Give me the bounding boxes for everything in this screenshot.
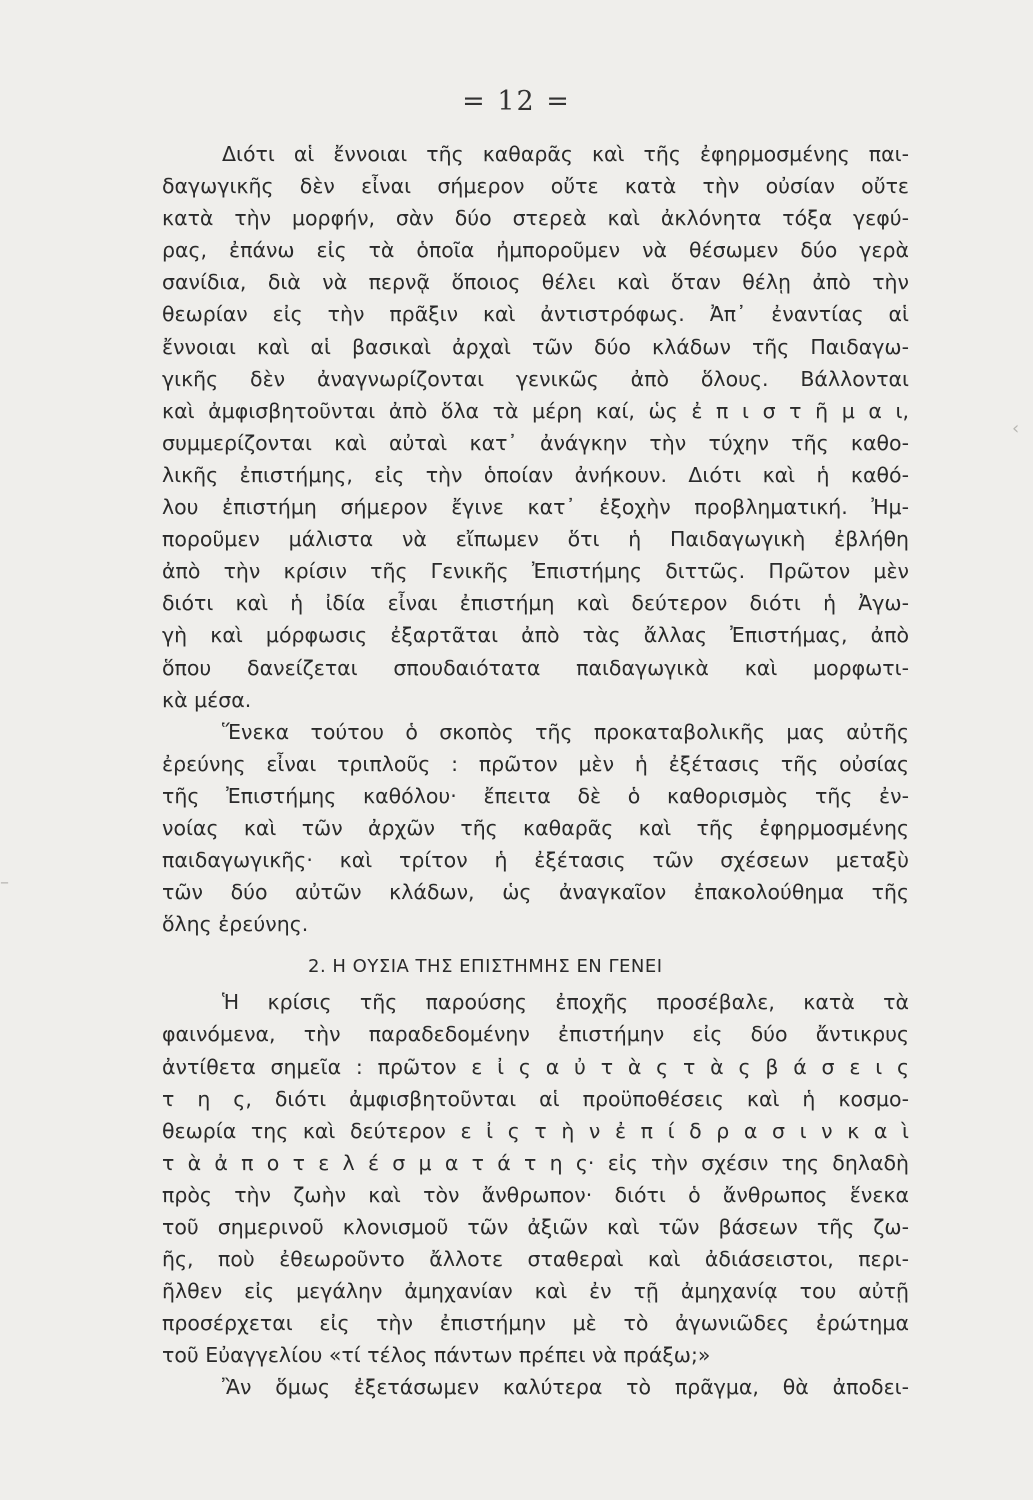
text-line: γικῆς δὲν ἀναγνωρίζονται γενικῶς ἀπὸ ὅλους. Βάλλονται	[162, 366, 909, 391]
margin-mark: –	[0, 872, 9, 893]
text-line: πρὸς τὴν ζωὴν καὶ τὸν ἄνθρωπον· διότι ὁ ἄνθρωπος ἕνεκα	[162, 1182, 909, 1207]
text-line: Ἡ κρίσις τῆς παρούσης ἐποχῆς προσέβαλε, κατὰ τὰ	[222, 990, 909, 1015]
text-line: ἔννοιαι καὶ αἱ βασικαὶ ἀρχαὶ τῶν δύο κλάδων τῆς Παιδαγω-	[162, 334, 909, 359]
page-number: = 12 =	[462, 86, 571, 117]
text-line: φαινόμενα, τὴν παραδεδομένην ἐπιστήμην εἰς δύο ἄντικρυς	[162, 1022, 909, 1047]
text-line: νοίας καὶ τῶν ἀρχῶν τῆς καθαρᾶς καὶ τῆς ἐφηρμοσμένης	[162, 815, 909, 840]
text-line: θεωρίαν εἰς τὴν πρᾶξιν καὶ ἀντιστρόφως. Ἀπ᾿ ἐναντίας αἱ	[162, 302, 909, 327]
text-line: προσέρχεται εἰς τὴν ἐπιστήμην μὲ τὸ ἀγωνιῶδες ἐρώτημα	[162, 1311, 909, 1336]
text-line: θεωρία της καὶ δεύτερον ε ἰ ς τ ὴ ν ἐ π ί δ ρ α σ ι ν κ α ὶ	[162, 1118, 909, 1143]
text-line: τ η ς, διότι ἀμφισβητοῦνται αἱ προϋποθέσεις καὶ ἡ κοσμο-	[162, 1086, 909, 1111]
text-line: συμμερίζονται καὶ αὐταὶ κατ᾿ ἀνάγκην τὴν τύχην τῆς καθο-	[162, 430, 909, 455]
paragraph-3	[162, 986, 909, 1371]
text-line: τῆς Ἐπιστήμης καθόλου· ἔπειτα δὲ ὁ καθορισμὸς τῆς ἐν-	[162, 783, 909, 808]
body-text	[162, 138, 909, 1404]
paragraph-2	[162, 716, 909, 941]
text-line: γὴ καὶ μόρφωσις ἐξαρτᾶται ἀπὸ τὰς ἄλλας Ἐπιστήμας, ἀπὸ	[162, 623, 909, 648]
section-heading: 2. Η ΟΥΣΙΑ ΤΗΣ ΕΠΙΣΤΗΜΗΣ ΕΝ ΓΕΝΕΙ	[308, 956, 663, 978]
text-line: κατὰ τὴν μορφήν, σὰν δύο στερεὰ καὶ ἀκλόνητα τόξα γεφύ-	[162, 206, 909, 231]
spacer	[162, 940, 909, 946]
text-line: ρας, ἐπάνω εἰς τὰ ὁποῖα ἠμποροῦμεν νὰ θέσωμεν δύο γερὰ	[162, 238, 909, 263]
text-line: ἐρεύνης εἶναι τριπλοῦς : πρῶτον μὲν ἡ ἐξέτασις τῆς οὐσίας	[162, 751, 909, 776]
text-line: καὶ ἀμφισβητοῦνται ἀπὸ ὅλα τὰ μέρη καί, ὡς ἐ π ι σ τ ῆ μ α ι,	[162, 398, 909, 423]
text-line: ποροῦμεν μάλιστα νὰ εἴπωμεν ὅτι ἡ Παιδαγωγικὴ ἐβλήθη	[162, 527, 909, 552]
text-line: παιδαγωγικῆς· καὶ τρίτον ἡ ἐξέτασις τῶν σχέσεων μεταξὺ	[162, 848, 909, 873]
text-line: τοῦ Εὐαγγελίου «τί τέλος πάντων πρέπει νὰ πράξω;»	[162, 1343, 711, 1368]
text-line: ἀπὸ τὴν κρίσιν τῆς Γενικῆς Ἐπιστήμης διττῶς. Πρῶτον μὲν	[162, 559, 909, 584]
paragraph-1	[162, 138, 909, 716]
text-line: Ἂν ὅμως ἐξετάσωμεν καλύτερα τὸ πρᾶγμα, θὰ ἀποδει-	[222, 1375, 909, 1400]
text-line: τ ὰ ἀ π ο τ ε λ έ σ μ α τ ά τ η ς· εἰς τὴν σχέσιν της δηλαδὴ	[162, 1150, 909, 1175]
text-line: τῶν δύο αὐτῶν κλάδων, ὡς ἀναγκαῖον ἐπακολούθημα τῆς	[162, 880, 909, 905]
margin-mark: ‹	[1012, 418, 1020, 439]
text-line: ἀντίθετα σημεῖα : πρῶτον ε ἰ ς α ὐ τ ὰ ς τ ὰ ς β ά σ ε ι ς	[162, 1054, 909, 1079]
text-line: ῆλθεν εἰς μεγάλην ἀμηχανίαν καὶ ἐν τῇ ἀμηχανίᾳ του αὐτῇ	[162, 1279, 909, 1304]
text-line: δαγωγικῆς δὲν εἶναι σήμερον οὔτε κατὰ τὴν οὐσίαν οὔτε	[162, 174, 909, 199]
text-line: τοῦ σημερινοῦ κλονισμοῦ τῶν ἀξιῶν καὶ τῶν βάσεων τῆς ζω-	[162, 1215, 909, 1239]
text-line: ὅλης ἐρεύνης.	[162, 912, 309, 937]
text-line: Ἕνεκα τούτου ὁ σκοπὸς τῆς προκαταβολικῆς μας αὐτῆς	[222, 719, 909, 744]
text-line: ῆς, ποὺ ἐθεωροῦντο ἄλλοτε σταθεραὶ καὶ ἀδιάσειστοι, περι-	[162, 1247, 909, 1272]
text-line: λικῆς ἐπιστήμης, εἰς τὴν ὁποίαν ἀνήκουν. Διότι καὶ ἡ καθό-	[162, 462, 909, 487]
text-line: σανίδια, διὰ νὰ περνᾷ ὅποιος θέλει καὶ ὅταν θέλῃ ἀπὸ τὴν	[162, 270, 909, 295]
text-line: ὅπου δανείζεται σπουδαιότατα παιδαγωγικὰ καὶ μορφωτι-	[162, 655, 909, 680]
text-line: κὰ μέσα.	[162, 687, 252, 712]
text-line: λου ἐπιστήμη σήμερον ἔγινε κατ᾿ ἐξοχὴν προβληματική. Ἠμ-	[162, 495, 909, 520]
paragraph-4	[162, 1371, 909, 1403]
text-line: Διότι αἱ ἔννοιαι τῆς καθαρᾶς καὶ τῆς ἐφηρμοσμένης παι-	[222, 142, 909, 166]
text-line: διότι καὶ ἡ ἰδία εἶναι ἐπιστήμη καὶ δεύτερον διότι ἡ Ἀγω-	[162, 591, 909, 616]
